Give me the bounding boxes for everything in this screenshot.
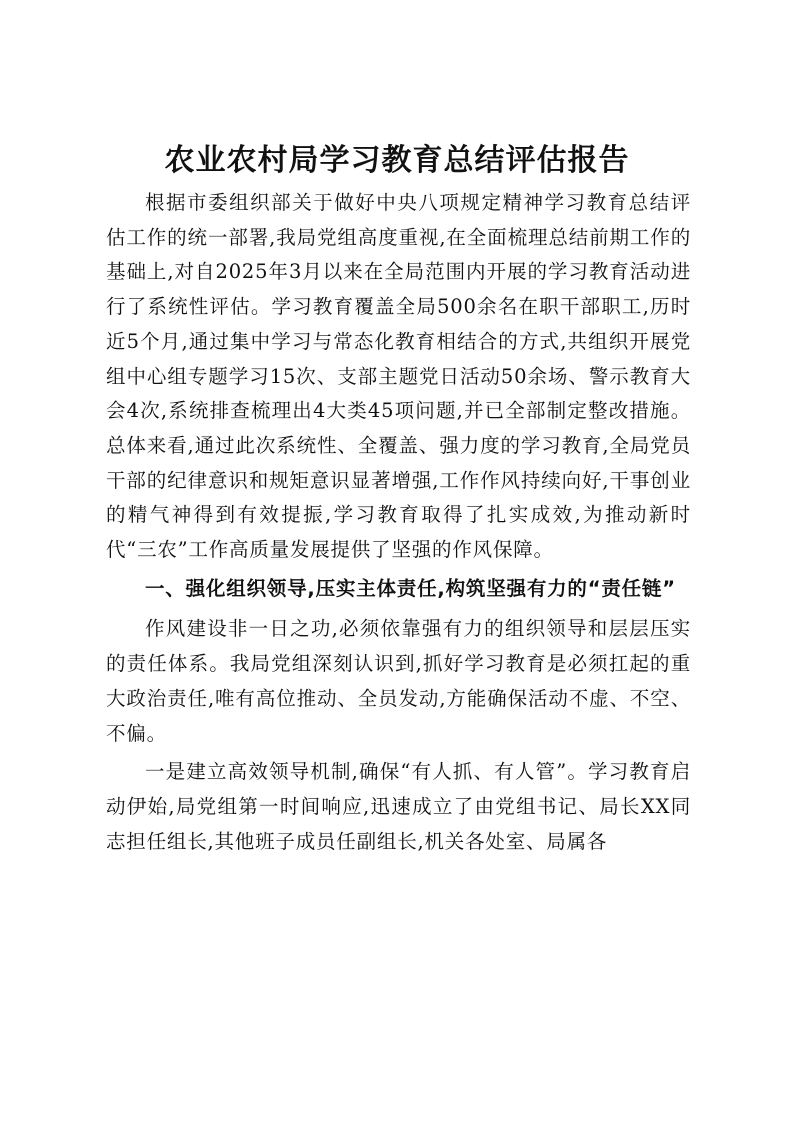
document-body — [106, 186, 691, 859]
intro-paragraph: 根据市委组织部关于做好中央八项规定精神学习教育总结评估工作的统一部署,我局党组高度重视,在全面梳理总结前期工作的基础上,对自2025年3月以来在全局范围内开展的学习教育活动进行了系统性评估。学习教育覆盖全局500余名在职干部职工,历时近5个月,通过集中学习与常态化教育相结合的方式,共组织开展党组中心组专题学习15次、支部主题党日活动50余场、警示教育大会4次,系统排查梳理出4大类45项问题,并已全部制定整改措施。总体来看,通过此次系统性、全覆盖、强力度的学习教育,全局党员干部的纪律意识和规矩意识显著增强,工作作风持续向好,干事创业的精气神得到有效提振,学习教育取得了扎实成效,为推动新时代“三农”工作高质量发展提供了坚强的作风保障。 — [106, 191, 691, 562]
document-title: 农业农村局学习教育总结评估报告 — [164, 143, 630, 178]
section-1-paragraph-2: 一是建立高效领导机制,确保“有人抓、有人管”。学习教育启动伊始,局党组第一时间响应,迅速成立了由党组书记、局长XX同志担任组长,其他班子成员任副组长,机关各处室、局属各 — [106, 760, 691, 853]
section-1-heading: 一、强化组织领导,压实主体责任,构筑坚强有力的“责任链” — [145, 576, 676, 600]
section-1-paragraph-1: 作风建设非一日之功,必须依靠强有力的组织领导和层层压实的责任体系。我局党组深刻认识到,抓好学习教育是必须扛起的重大政治责任,唯有高位推动、全员发动,方能确保活动不虚、不空、不偏。 — [106, 617, 691, 745]
